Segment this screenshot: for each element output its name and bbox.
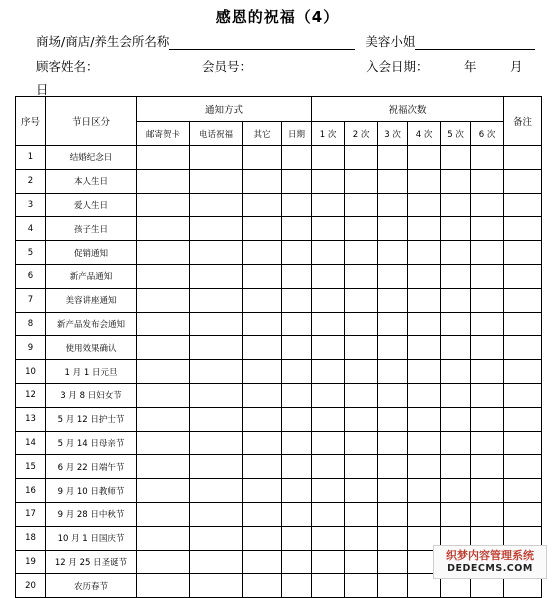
entry-cell[interactable]: [441, 312, 471, 336]
entry-cell[interactable]: [312, 288, 345, 312]
entry-cell[interactable]: [243, 526, 282, 550]
table-row: [16, 288, 542, 312]
entry-cell[interactable]: [408, 502, 441, 526]
row-number: 1: [16, 146, 46, 170]
row-holiday: 5 月 12 日护士节: [46, 407, 137, 431]
entry-cell[interactable]: [504, 455, 542, 479]
entry-cell[interactable]: [471, 407, 504, 431]
row-holiday: 新产品通知: [46, 264, 137, 288]
entry-cell[interactable]: [243, 431, 282, 455]
entry-cell[interactable]: [378, 336, 408, 360]
entry-cell[interactable]: [137, 336, 190, 360]
entry-cell[interactable]: [441, 288, 471, 312]
entry-cell[interactable]: [345, 146, 378, 170]
method-other: 其它: [243, 122, 282, 146]
entry-cell[interactable]: [378, 383, 408, 407]
entry-cell[interactable]: [137, 241, 190, 265]
entry-cell[interactable]: [282, 312, 312, 336]
row-holiday: 结婚纪念日: [46, 146, 137, 170]
table-row: [16, 217, 542, 241]
table-row: [16, 169, 542, 193]
entry-cell[interactable]: [312, 407, 345, 431]
entry-cell[interactable]: [504, 312, 542, 336]
beauty-name-field[interactable]: [415, 36, 535, 50]
entry-cell[interactable]: [504, 288, 542, 312]
entry-cell[interactable]: [345, 169, 378, 193]
count-1: 1 次: [312, 122, 345, 146]
row-holiday: 9 月 28 日中秋节: [46, 502, 137, 526]
entry-cell[interactable]: [408, 264, 441, 288]
entry-cell[interactable]: [378, 574, 408, 598]
row-holiday: 本人生日: [46, 169, 137, 193]
entry-cell[interactable]: [282, 169, 312, 193]
entry-cell[interactable]: [243, 146, 282, 170]
beauty-label: 美容小姐: [365, 34, 416, 49]
entry-cell[interactable]: [312, 550, 345, 574]
row-number: 19: [16, 550, 46, 574]
table-row: [16, 146, 542, 170]
entry-cell[interactable]: [441, 455, 471, 479]
entry-cell[interactable]: [312, 193, 345, 217]
entry-cell[interactable]: [282, 550, 312, 574]
entry-cell[interactable]: [378, 479, 408, 503]
count-3: 3 次: [378, 122, 408, 146]
entry-cell[interactable]: [243, 455, 282, 479]
entry-cell[interactable]: [243, 217, 282, 241]
method-mail-card: 邮寄贺卡: [137, 122, 190, 146]
entry-cell[interactable]: [408, 383, 441, 407]
row-number: 8: [16, 312, 46, 336]
entry-cell[interactable]: [137, 383, 190, 407]
entry-cell[interactable]: [441, 383, 471, 407]
entry-cell[interactable]: [282, 502, 312, 526]
entry-cell[interactable]: [471, 360, 504, 384]
row-number: 13: [16, 407, 46, 431]
entry-cell[interactable]: [378, 455, 408, 479]
row-number: 17: [16, 502, 46, 526]
entry-cell[interactable]: [504, 241, 542, 265]
entry-cell[interactable]: [378, 146, 408, 170]
page-title: 感恩的祝福（4）: [215, 8, 340, 26]
entry-cell[interactable]: [137, 288, 190, 312]
header-line-customer: [36, 57, 536, 77]
entry-cell[interactable]: [504, 146, 542, 170]
entry-cell[interactable]: [441, 502, 471, 526]
entry-cell[interactable]: [441, 407, 471, 431]
entry-cell[interactable]: [378, 288, 408, 312]
entry-cell[interactable]: [243, 550, 282, 574]
entry-cell[interactable]: [137, 217, 190, 241]
entry-cell[interactable]: [471, 217, 504, 241]
count-5: 5 次: [441, 122, 471, 146]
entry-cell[interactable]: [282, 455, 312, 479]
table-row: [16, 407, 542, 431]
row-holiday: 12 月 25 日圣诞节: [46, 550, 137, 574]
entry-cell[interactable]: [408, 336, 441, 360]
entry-cell[interactable]: [137, 264, 190, 288]
entry-cell[interactable]: [408, 455, 441, 479]
row-holiday: 9 月 10 日教师节: [46, 479, 137, 503]
entry-cell[interactable]: [282, 360, 312, 384]
entry-cell[interactable]: [345, 526, 378, 550]
entry-cell[interactable]: [378, 217, 408, 241]
count-6: 6 次: [471, 122, 504, 146]
row-number: 16: [16, 479, 46, 503]
entry-cell[interactable]: [345, 502, 378, 526]
entry-cell[interactable]: [441, 360, 471, 384]
entry-cell[interactable]: [312, 217, 345, 241]
entry-cell[interactable]: [282, 241, 312, 265]
entry-cell[interactable]: [345, 336, 378, 360]
entry-cell[interactable]: [471, 336, 504, 360]
row-holiday: 使用效果确认: [46, 336, 137, 360]
entry-cell[interactable]: [504, 264, 542, 288]
method-date: 日期: [282, 122, 312, 146]
entry-cell[interactable]: [504, 502, 542, 526]
entry-cell[interactable]: [243, 407, 282, 431]
entry-cell[interactable]: [243, 169, 282, 193]
entry-cell[interactable]: [441, 479, 471, 503]
entry-cell[interactable]: [408, 169, 441, 193]
customer-label: 顾客姓名：: [36, 59, 99, 74]
entry-cell[interactable]: [282, 407, 312, 431]
entry-cell[interactable]: [345, 574, 378, 598]
count-4: 4 次: [408, 122, 441, 146]
entry-cell[interactable]: [441, 169, 471, 193]
entry-cell[interactable]: [471, 502, 504, 526]
entry-cell[interactable]: [137, 431, 190, 455]
entry-cell[interactable]: [345, 360, 378, 384]
row-number: 18: [16, 526, 46, 550]
entry-cell[interactable]: [243, 336, 282, 360]
col-method-header: 通知方式: [137, 97, 312, 122]
row-holiday: 5 月 14 日母亲节: [46, 431, 137, 455]
table-row: [16, 193, 542, 217]
entry-cell[interactable]: [190, 479, 243, 503]
row-number: 20: [16, 574, 46, 598]
entry-cell[interactable]: [282, 288, 312, 312]
entry-cell[interactable]: [312, 574, 345, 598]
entry-cell[interactable]: [345, 288, 378, 312]
entry-cell[interactable]: [345, 193, 378, 217]
entry-cell[interactable]: [282, 574, 312, 598]
count-2: 2 次: [345, 122, 378, 146]
entry-cell[interactable]: [408, 479, 441, 503]
entry-cell[interactable]: [441, 336, 471, 360]
row-holiday: 爱人生日: [46, 193, 137, 217]
entry-cell[interactable]: [137, 479, 190, 503]
row-number: 7: [16, 288, 46, 312]
entry-cell[interactable]: [282, 217, 312, 241]
entry-cell[interactable]: [345, 383, 378, 407]
entry-cell[interactable]: [408, 217, 441, 241]
entry-cell[interactable]: [312, 479, 345, 503]
entry-cell[interactable]: [312, 241, 345, 265]
row-holiday: 促销通知: [46, 241, 137, 265]
entry-cell[interactable]: [243, 360, 282, 384]
row-number: 10: [16, 360, 46, 384]
entry-cell[interactable]: [190, 146, 243, 170]
row-holiday: 农历春节: [46, 574, 137, 598]
entry-cell[interactable]: [441, 193, 471, 217]
col-note-header: 备注: [504, 97, 542, 146]
entry-cell[interactable]: [471, 312, 504, 336]
entry-cell[interactable]: [312, 264, 345, 288]
entry-cell[interactable]: [137, 455, 190, 479]
row-number: 6: [16, 264, 46, 288]
row-number: 2: [16, 169, 46, 193]
entry-cell[interactable]: [408, 407, 441, 431]
entry-cell[interactable]: [190, 407, 243, 431]
row-number: 14: [16, 431, 46, 455]
entry-cell[interactable]: [471, 383, 504, 407]
entry-cell[interactable]: [345, 455, 378, 479]
entry-cell[interactable]: [190, 526, 243, 550]
header-line-shop: [36, 32, 535, 50]
entry-cell[interactable]: [137, 312, 190, 336]
table-row: [16, 264, 542, 288]
entry-cell[interactable]: [471, 193, 504, 217]
entry-cell[interactable]: [504, 336, 542, 360]
entry-cell[interactable]: [243, 383, 282, 407]
entry-cell[interactable]: [504, 479, 542, 503]
entry-cell[interactable]: [190, 455, 243, 479]
entry-cell[interactable]: [243, 193, 282, 217]
entry-cell[interactable]: [190, 502, 243, 526]
entry-cell[interactable]: [137, 169, 190, 193]
table-row: [16, 479, 542, 503]
entry-cell[interactable]: [190, 550, 243, 574]
row-holiday: 新产品发布会通知: [46, 312, 137, 336]
entry-cell[interactable]: [312, 360, 345, 384]
col-no-header: 序号: [16, 97, 46, 146]
entry-cell[interactable]: [345, 550, 378, 574]
entry-cell[interactable]: [137, 407, 190, 431]
table-row: [16, 502, 542, 526]
entry-cell[interactable]: [378, 526, 408, 550]
table-row: [16, 241, 542, 265]
entry-cell[interactable]: [471, 431, 504, 455]
entry-cell[interactable]: [190, 241, 243, 265]
entry-cell[interactable]: [137, 574, 190, 598]
row-holiday: 1 月 1 日元旦: [46, 360, 137, 384]
table-row: [16, 360, 542, 384]
entry-cell[interactable]: [441, 217, 471, 241]
entry-cell[interactable]: [190, 264, 243, 288]
entry-cell[interactable]: [441, 241, 471, 265]
entry-cell[interactable]: [282, 431, 312, 455]
shop-name-field[interactable]: [169, 36, 355, 50]
entry-cell[interactable]: [282, 146, 312, 170]
entry-cell[interactable]: [504, 383, 542, 407]
entry-cell[interactable]: [243, 312, 282, 336]
entry-cell[interactable]: [243, 574, 282, 598]
entry-cell[interactable]: [471, 241, 504, 265]
entry-cell[interactable]: [190, 383, 243, 407]
entry-cell[interactable]: [408, 288, 441, 312]
entry-cell[interactable]: [378, 502, 408, 526]
year-label: 年: [464, 59, 477, 74]
blessing-table: [15, 96, 542, 598]
entry-cell[interactable]: [441, 431, 471, 455]
entry-cell[interactable]: [471, 288, 504, 312]
entry-cell[interactable]: [282, 383, 312, 407]
entry-cell[interactable]: [345, 312, 378, 336]
entry-cell[interactable]: [312, 169, 345, 193]
entry-cell[interactable]: [378, 264, 408, 288]
entry-cell[interactable]: [408, 193, 441, 217]
shop-label: 商场/商店/养生会所名称: [36, 34, 170, 49]
entry-cell[interactable]: [471, 264, 504, 288]
entry-cell[interactable]: [345, 431, 378, 455]
entry-cell[interactable]: [137, 526, 190, 550]
entry-cell[interactable]: [378, 407, 408, 431]
entry-cell[interactable]: [312, 526, 345, 550]
entry-cell[interactable]: [378, 241, 408, 265]
watermark-line1: 织梦内容管理系统: [446, 549, 534, 562]
entry-cell[interactable]: [243, 264, 282, 288]
entry-cell[interactable]: [312, 383, 345, 407]
entry-cell[interactable]: [471, 455, 504, 479]
entry-cell[interactable]: [312, 336, 345, 360]
entry-cell[interactable]: [190, 312, 243, 336]
entry-cell[interactable]: [137, 146, 190, 170]
entry-cell[interactable]: [504, 169, 542, 193]
day-label: 日: [36, 82, 49, 97]
table-row: [16, 431, 542, 455]
entry-cell[interactable]: [378, 360, 408, 384]
entry-cell[interactable]: [282, 479, 312, 503]
entry-cell[interactable]: [190, 169, 243, 193]
dedecms-watermark: [433, 545, 547, 579]
row-holiday: 美容讲座通知: [46, 288, 137, 312]
entry-cell[interactable]: [504, 360, 542, 384]
col-holiday-header: 节日区分: [46, 97, 137, 146]
row-number: 5: [16, 241, 46, 265]
entry-cell[interactable]: [282, 336, 312, 360]
entry-cell[interactable]: [282, 193, 312, 217]
entry-cell[interactable]: [190, 360, 243, 384]
entry-cell[interactable]: [378, 550, 408, 574]
entry-cell[interactable]: [282, 526, 312, 550]
entry-cell[interactable]: [504, 431, 542, 455]
entry-cell[interactable]: [190, 431, 243, 455]
entry-cell[interactable]: [408, 431, 441, 455]
entry-cell[interactable]: [243, 479, 282, 503]
entry-cell[interactable]: [137, 360, 190, 384]
row-holiday: 3 月 8 日妇女节: [46, 383, 137, 407]
entry-cell[interactable]: [137, 193, 190, 217]
entry-cell[interactable]: [378, 193, 408, 217]
entry-cell[interactable]: [408, 312, 441, 336]
entry-cell[interactable]: [345, 479, 378, 503]
entry-cell[interactable]: [408, 241, 441, 265]
entry-cell[interactable]: [471, 169, 504, 193]
row-number: 15: [16, 455, 46, 479]
table-row: [16, 383, 542, 407]
method-phone: 电话祝福: [190, 122, 243, 146]
entry-cell[interactable]: [282, 264, 312, 288]
entry-cell[interactable]: [504, 407, 542, 431]
entry-cell[interactable]: [243, 288, 282, 312]
entry-cell[interactable]: [345, 217, 378, 241]
entry-cell[interactable]: [137, 502, 190, 526]
month-label: 月: [510, 59, 523, 74]
entry-cell[interactable]: [471, 146, 504, 170]
table-row: [16, 455, 542, 479]
entry-cell[interactable]: [471, 479, 504, 503]
row-number: 12: [16, 383, 46, 407]
table-row: [16, 336, 542, 360]
entry-cell[interactable]: [345, 264, 378, 288]
row-number: 4: [16, 217, 46, 241]
entry-cell[interactable]: [345, 241, 378, 265]
row-holiday: 10 月 1 日国庆节: [46, 526, 137, 550]
row-holiday: 6 月 22 日端午节: [46, 455, 137, 479]
col-count-header: 祝福次数: [312, 97, 504, 122]
entry-cell[interactable]: [243, 502, 282, 526]
entry-cell[interactable]: [441, 146, 471, 170]
member-label: 会员号：: [202, 59, 253, 74]
entry-cell[interactable]: [378, 431, 408, 455]
join-date-label: 入会日期：: [366, 59, 429, 74]
entry-cell[interactable]: [345, 407, 378, 431]
entry-cell[interactable]: [378, 169, 408, 193]
entry-cell[interactable]: [312, 502, 345, 526]
entry-cell[interactable]: [312, 455, 345, 479]
row-number: 3: [16, 193, 46, 217]
entry-cell[interactable]: [312, 146, 345, 170]
entry-cell[interactable]: [137, 550, 190, 574]
entry-cell[interactable]: [408, 360, 441, 384]
entry-cell[interactable]: [312, 312, 345, 336]
entry-cell[interactable]: [504, 193, 542, 217]
entry-cell[interactable]: [441, 264, 471, 288]
entry-cell[interactable]: [190, 193, 243, 217]
entry-cell[interactable]: [190, 217, 243, 241]
row-holiday: 孩子生日: [46, 217, 137, 241]
entry-cell[interactable]: [190, 288, 243, 312]
watermark-line2: DEDECMS.COM: [447, 563, 533, 574]
entry-cell[interactable]: [378, 312, 408, 336]
row-number: 9: [16, 336, 46, 360]
table-row: [16, 312, 542, 336]
entry-cell[interactable]: [504, 217, 542, 241]
entry-cell[interactable]: [190, 336, 243, 360]
entry-cell[interactable]: [312, 431, 345, 455]
entry-cell[interactable]: [190, 574, 243, 598]
entry-cell[interactable]: [408, 146, 441, 170]
entry-cell[interactable]: [243, 241, 282, 265]
